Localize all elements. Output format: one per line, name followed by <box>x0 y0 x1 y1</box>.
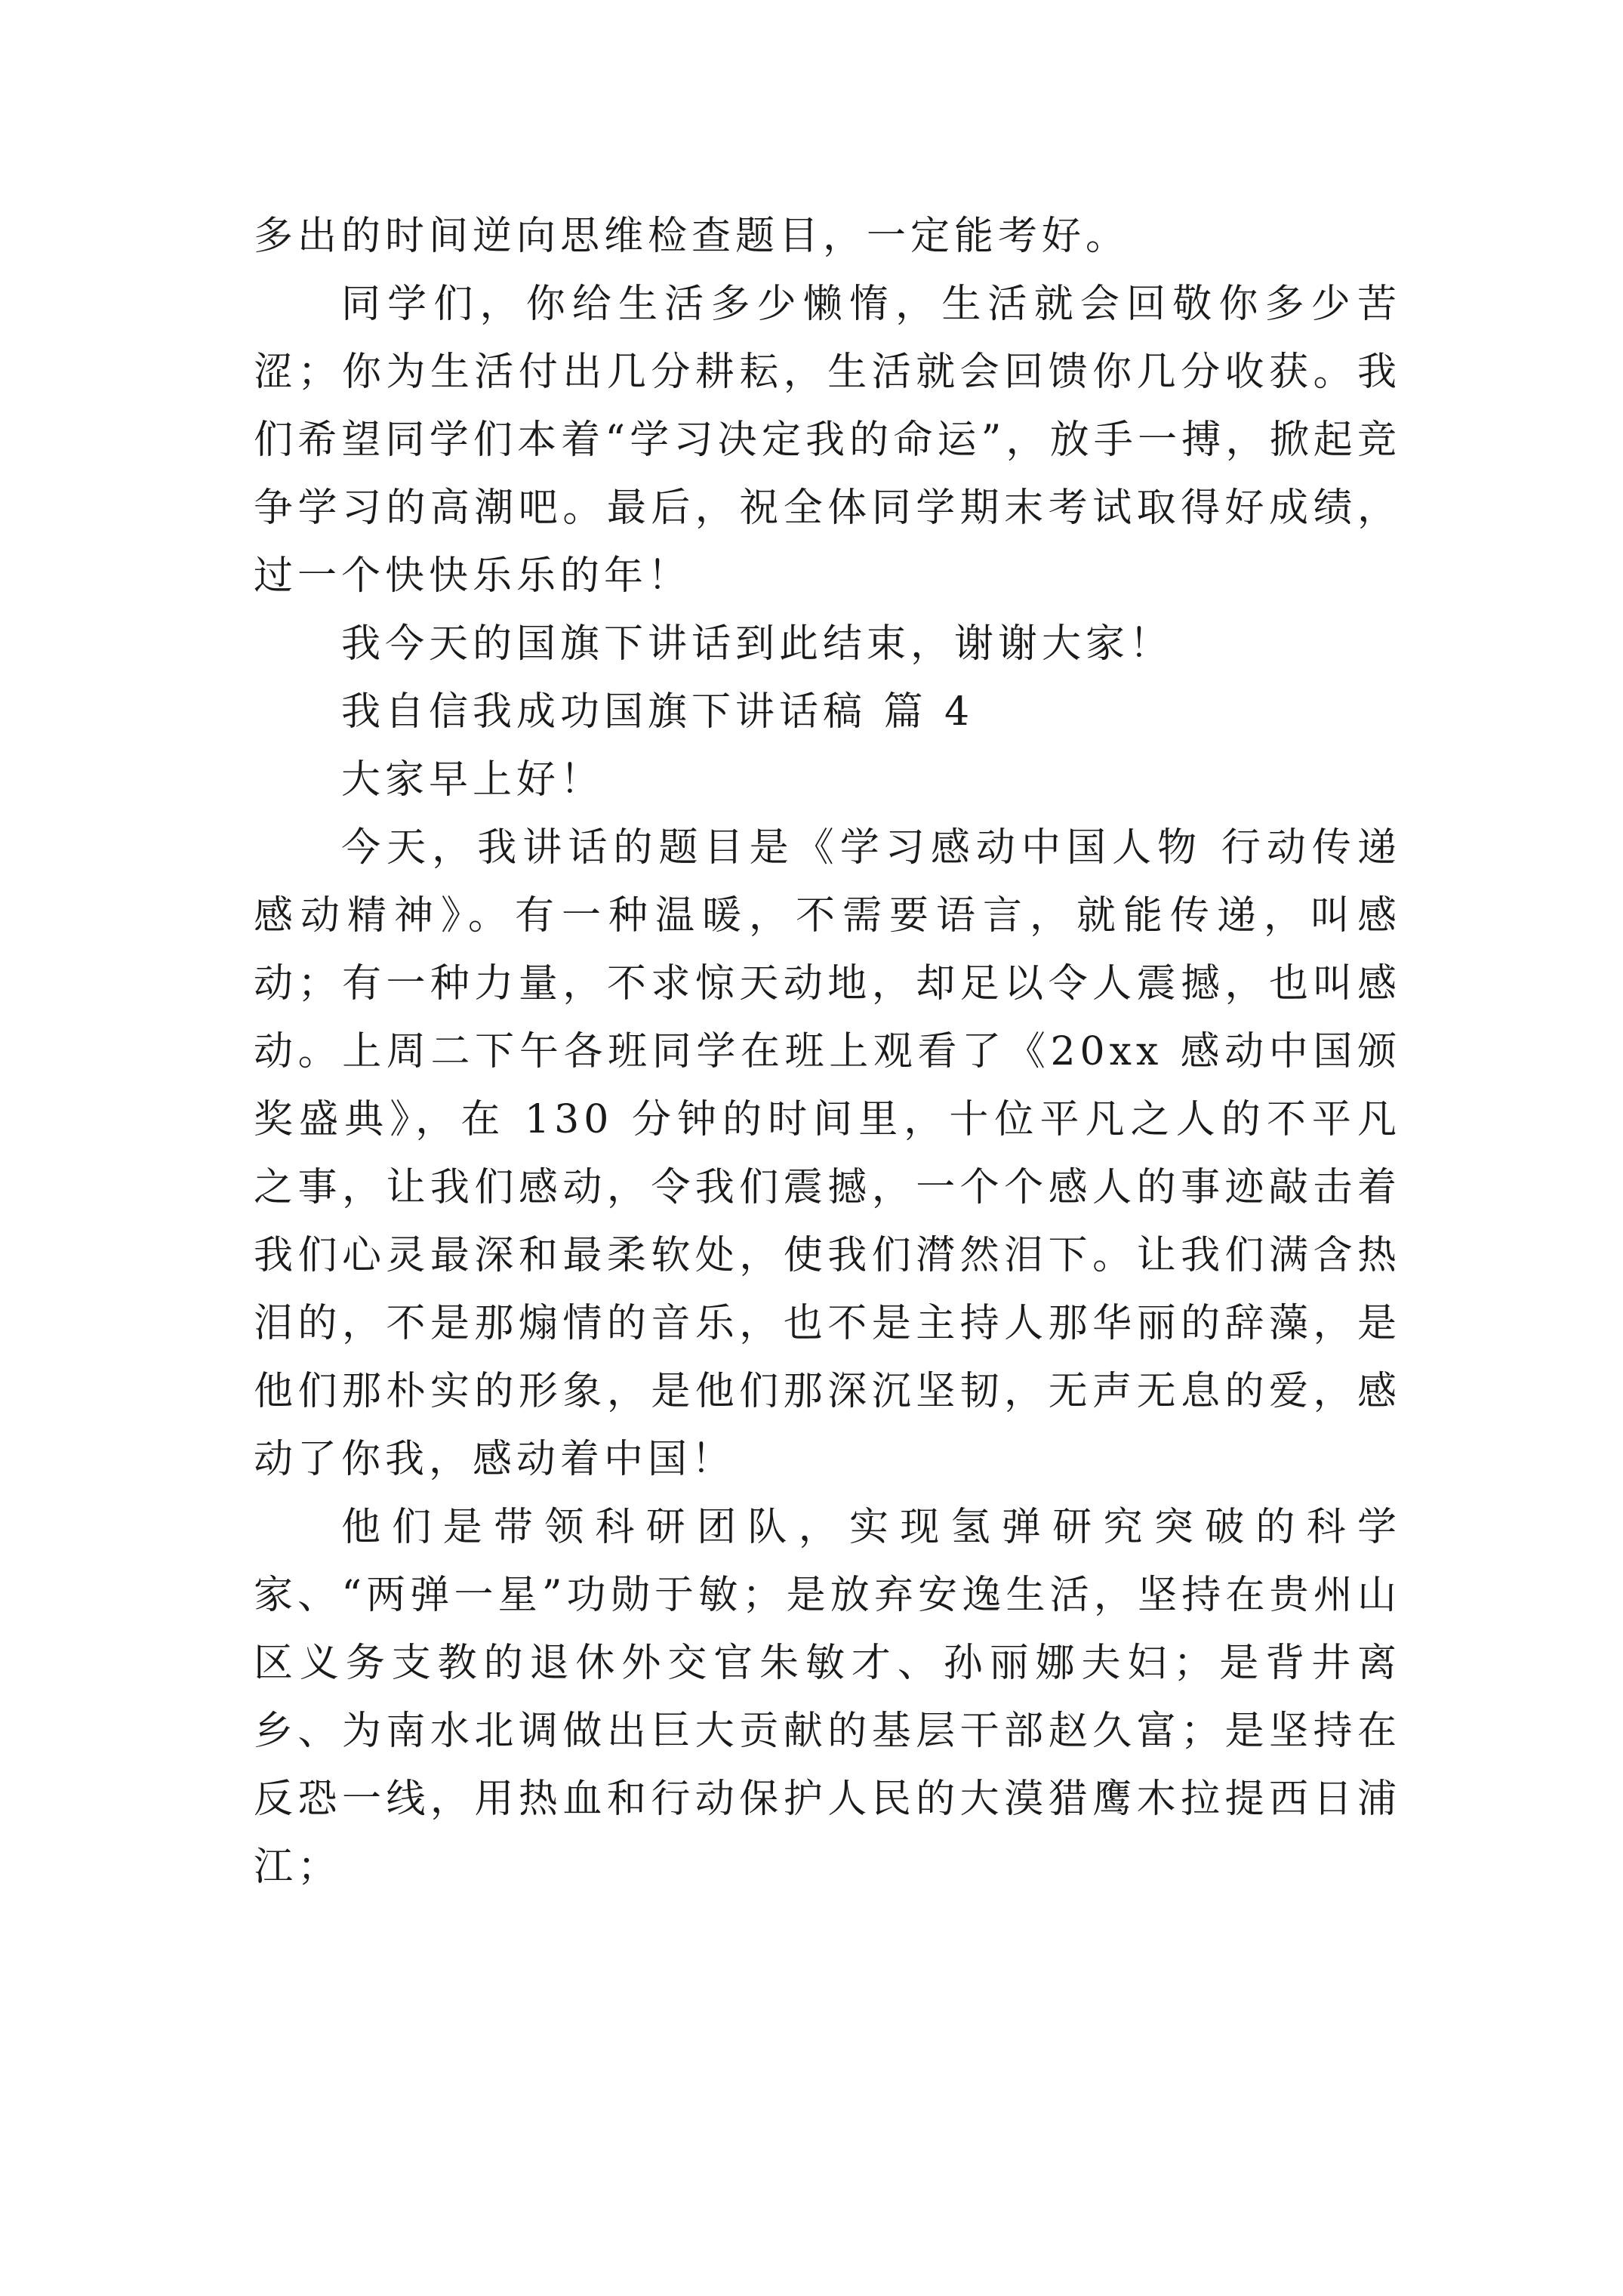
paragraph-6: 今天，我讲话的题目是《学习感动中国人物 行动传递感动精神》。有一种温暖，不需要语言，就能传递，叫感动；有一种力量，不求惊天动地，却足以令人震撼，也叫感动。上周二下午各班同学在班上观看了《20xx 感动中国颁奖盛典》，在 130 分钟的时间里，十位平凡之人的不平凡之事，让我们感动，令我们震撼，一个个感人的事迹敲击着我们心灵最深和最柔软处，使我们潸然泪下。让我们满含热泪的，不是那煽情的音乐，也不是主持人那华丽的辞藻，是他们那朴实的形象，是他们那深沉坚韧，无声无息的爱，感动了你我，感动着中国！ <box>254 825 1401 1482</box>
paragraph-3: 我今天的国旗下讲话到此结束，谢谢大家！ <box>341 621 1174 667</box>
section-heading: 我自信我成功国旗下讲话稿 篇 4 <box>341 689 975 735</box>
greeting: 大家早上好！ <box>341 757 605 803</box>
document-body <box>254 202 1401 1901</box>
paragraph-1: 多出的时间逆向思维检查题目，一定能考好。 <box>254 214 1130 259</box>
paragraph-2: 同学们，你给生活多少懒惰，生活就会回敬你多少苦涩；你为生活付出几分耕耘，生活就会回馈你几分收获。我们希望同学们本着“学习决定我的命运”，放手一搏，掀起竞争学习的高潮吧。最后，祝全体同学期末考试取得好成绩，过一个快快乐乐的年！ <box>254 282 1401 599</box>
paragraph-7: 他们是带领科研团队，实现氢弹研究突破的科学家、“两弹一星”功勋于敏；是放弃安逸生活，坚持在贵州山区义务支教的退休外交官朱敏才、孙丽娜夫妇；是背井离乡、为南水北调做出巨大贡献的基层干部赵久富；是坚持在反恐一线，用热血和行动保护人民的大漠猎鹰木拉提西日浦江； <box>254 1505 1401 1890</box>
